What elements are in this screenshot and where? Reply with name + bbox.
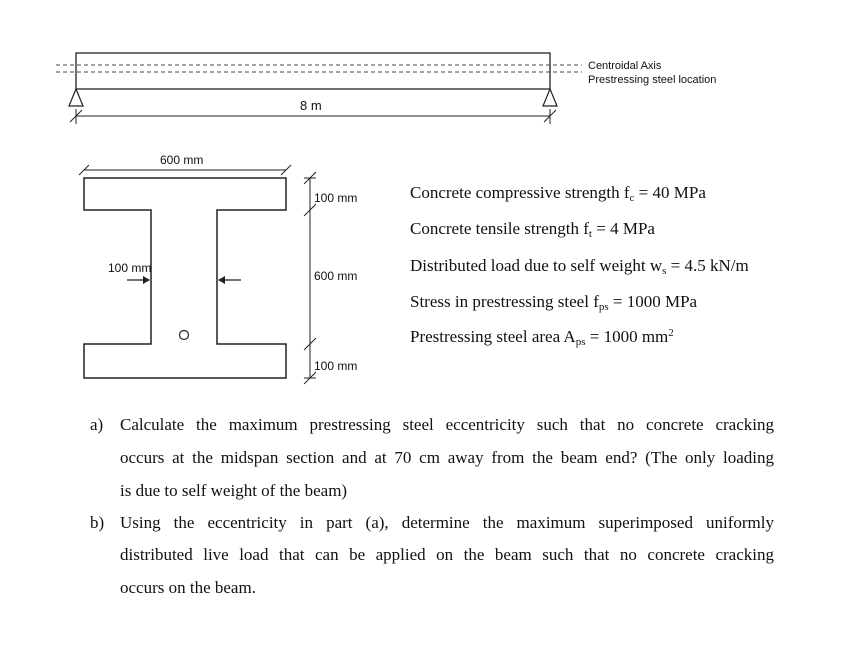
bottom-flange-label: 100 mm	[314, 359, 358, 373]
right-support-icon	[543, 89, 557, 106]
web-width-label: 100 mm	[108, 261, 152, 275]
i-section-outline	[84, 178, 286, 378]
web-height-label: 600 mm	[314, 269, 358, 283]
prestressing-steel-label: Prestressing steel location	[588, 74, 717, 86]
flange-width-label: 600 mm	[160, 153, 204, 167]
beam-elevation	[76, 53, 550, 89]
property-ws: Distributed load due to self weight $w_s = 4.5$ kN/m	[410, 256, 749, 277]
span-label: 8 m	[300, 98, 322, 113]
question-a-label: a)	[90, 415, 104, 434]
tendon-location-icon	[180, 331, 189, 340]
left-support-icon	[69, 89, 83, 106]
question-a-line-2: occurs at the midspan section and at 70 cm away from the beam end? (The only loading	[120, 448, 774, 467]
question-b-line-3: occurs on the beam.	[120, 578, 256, 597]
question-b-label: b)	[90, 513, 105, 532]
top-flange-label: 100 mm	[314, 191, 358, 205]
question-b-line-1: Using the eccentricity in part (a), determine the maximum superimposed uniformly	[120, 513, 774, 532]
question-a-line-1: Calculate the maximum prestressing steel eccentricity such that no concrete cracking	[120, 415, 774, 434]
question-a-line-3: is due to self weight of the beam)	[120, 481, 348, 500]
property-ft: Concrete tensile strength $f_t = 4$ MPa	[410, 219, 655, 240]
property-fc: Concrete compressive strength $f_c = 40$ MPa	[410, 183, 706, 204]
web-arrowhead-right	[218, 276, 225, 284]
property-aps: Prestressing steel area $A_{ps} = 1000$ $mm^2$	[410, 327, 674, 348]
property-fps: Stress in prestressing steel $f_{ps} = 1000$ MPa	[410, 292, 698, 313]
web-arrowhead-left	[143, 276, 150, 284]
centroidal-axis-label: Centroidal Axis	[588, 60, 662, 72]
question-b-line-2: distributed live load that can be applied on the beam such that no concrete cracking	[120, 545, 774, 564]
